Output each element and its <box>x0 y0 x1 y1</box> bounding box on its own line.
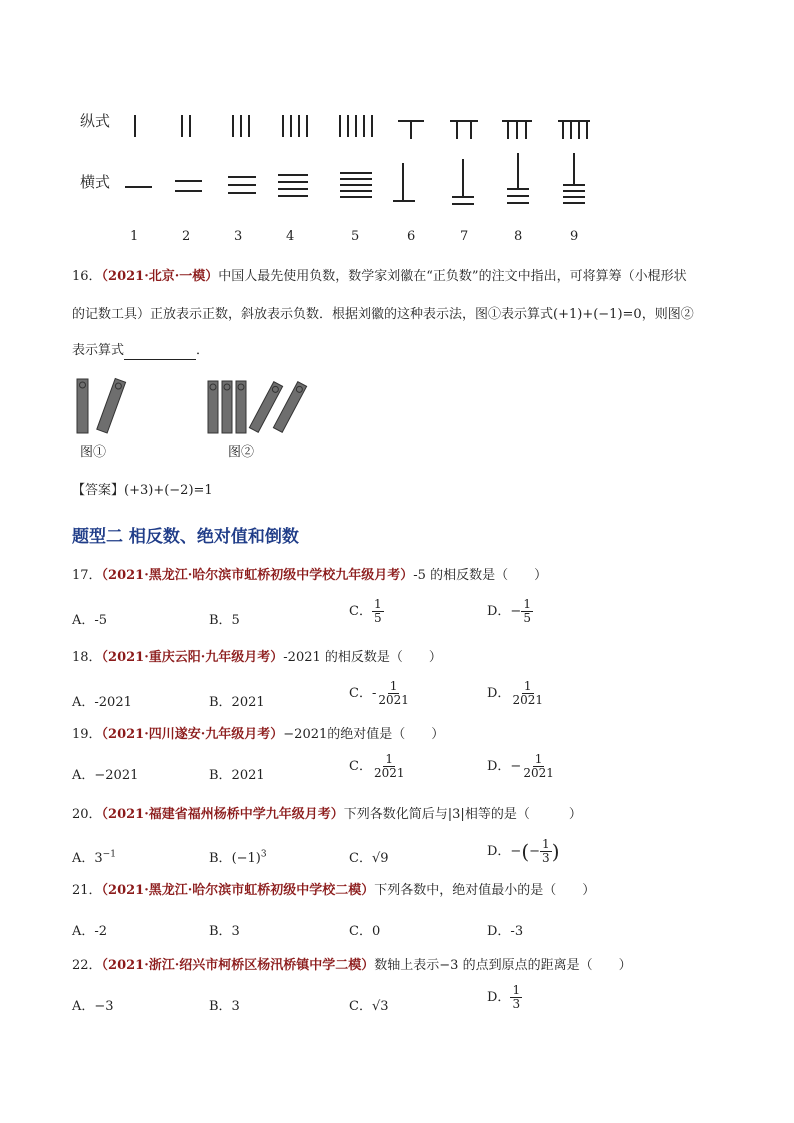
option-d[interactable]: D．− $\frac{1}{5}$ <box>487 597 531 625</box>
option-d[interactable]: D．-3 <box>487 924 524 939</box>
question-text: 表示算式 <box>72 343 125 358</box>
fraction: $\frac{1}{2021}$ <box>512 679 543 707</box>
option-d[interactable]: D． $\frac{1}{3}$ <box>487 983 521 1011</box>
option-c[interactable]: C． $\frac{1}{5}$ <box>349 597 382 625</box>
rod-number: 8 <box>514 229 523 244</box>
answer-label: 【答案】 <box>72 483 125 498</box>
question-16-line1 <box>72 268 687 286</box>
option-b[interactable]: B．2021 <box>209 768 265 783</box>
question-17: 17．（2021·黑龙江·哈尔滨市虹桥初级中学校九年级月考）-5 的相反数是（ ） <box>72 568 548 583</box>
figure-2-caption: 图② <box>228 445 255 460</box>
formula: (+1)+(−1)=0 <box>553 307 642 322</box>
answer-blank <box>124 345 196 360</box>
rod-numeral-figure <box>120 105 600 215</box>
option-b[interactable]: B．5 <box>209 613 240 628</box>
horizontal-row-label: 横式 <box>80 173 111 191</box>
fraction: $\frac{1}{2021}$ <box>378 679 409 707</box>
fraction: $\frac{1}{5}$ <box>523 597 531 625</box>
question-number: 16． <box>72 269 102 284</box>
fraction: $\frac{1}{3}$ <box>512 983 521 1011</box>
option-c[interactable]: C．0 <box>349 924 381 939</box>
fraction: $\frac{1}{2021}$ <box>523 752 554 780</box>
question-text: 的记数工具）正放表示正数，斜放表示负数．根据刘徽的这种表示法，图①表示算式 <box>72 307 554 322</box>
option-c[interactable]: C． $\frac{1}{2021}$ <box>349 752 405 780</box>
section-heading: 题型二 相反数、绝对值和倒数 <box>72 527 299 547</box>
figure-1-caption: 图① <box>80 445 107 460</box>
option-a[interactable]: A．−3 <box>72 999 114 1014</box>
fraction: $\frac{1}{3}$ <box>542 837 550 865</box>
rod-number: 4 <box>286 229 295 244</box>
question-19: 19．（2021·四川遂安·九年级月考）−2021的绝对值是（ ） <box>72 727 445 742</box>
rod-number: 5 <box>351 229 360 244</box>
rod-number: 7 <box>460 229 469 244</box>
option-b[interactable]: B．3 <box>209 999 240 1014</box>
option-a[interactable]: A．-2 <box>72 924 108 939</box>
option-c[interactable]: C．√9 <box>349 851 389 866</box>
option-d[interactable]: D． $\frac{1}{2021}$ <box>487 679 543 707</box>
question-18: 18．（2021·重庆云阳·九年级月考）-2021 的相反数是（ ） <box>72 650 442 665</box>
option-a[interactable]: A．−2021 <box>72 768 139 783</box>
rod-number: 2 <box>182 229 191 244</box>
question-22: 22．（2021·浙江·绍兴市柯桥区杨汛桥镇中学二模）数轴上表示−3 的点到原点的距离是（ ） <box>72 958 632 973</box>
option-a[interactable]: A．$3^{-1}$ <box>72 849 116 866</box>
question-text: ，则图② <box>641 307 694 322</box>
fraction: $\frac{1}{2021}$ <box>373 752 405 780</box>
question-20: 20．（2021·福建省福州杨桥中学九年级月考）下列各数化简后与|3|相等的是（ ） <box>72 807 582 822</box>
answer-value: (+3)+(−2)=1 <box>124 483 213 498</box>
option-b[interactable]: B．2021 <box>209 695 265 710</box>
rod-number: 1 <box>130 229 139 244</box>
option-c[interactable]: C．- $\frac{1}{2021}$ <box>349 679 409 707</box>
rod-number: 3 <box>234 229 243 244</box>
option-a[interactable]: A．-2021 <box>72 695 132 710</box>
option-d[interactable]: D．− $\frac{1}{2021}$ <box>487 752 554 780</box>
question-21: 21．（2021·黑龙江·哈尔滨市虹桥初级中学校二模）下列各数中，绝对值最小的是（ ） <box>72 883 596 898</box>
counting-rods-figures <box>72 375 312 437</box>
answer-line <box>72 482 213 500</box>
vertical-row-label: 纵式 <box>80 112 111 130</box>
fraction: $\frac{1}{5}$ <box>373 597 382 625</box>
question-16-line3: 表示算式 ． <box>72 343 210 358</box>
question-text: 中国人最先使用负数，数学家刘徽在“正负数”的注文中指出，可将算筹（小棍形状 <box>218 269 687 284</box>
question-source: （2021·北京·一模） <box>101 269 219 284</box>
option-c[interactable]: C．√3 <box>349 999 389 1014</box>
absolute-value: |3| <box>447 807 465 822</box>
rod-number: 6 <box>407 229 416 244</box>
option-b[interactable]: B．3 <box>209 924 240 939</box>
option-b[interactable]: B．$(-1)^3$ <box>209 849 267 866</box>
option-d[interactable]: D．−(− $\frac{1}{3}$ ) <box>487 837 560 865</box>
option-a[interactable]: A．-5 <box>72 613 108 628</box>
rod-number: 9 <box>570 229 579 244</box>
question-16-line2 <box>72 306 694 324</box>
